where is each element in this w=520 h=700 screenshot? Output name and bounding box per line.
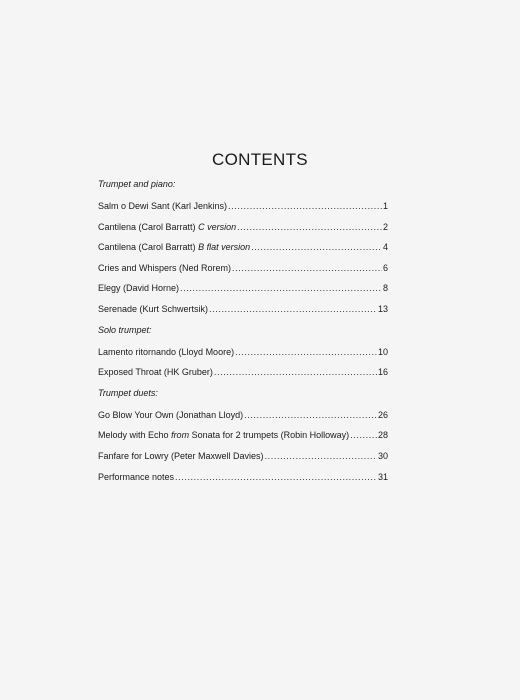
- toc-entry-version: C version: [198, 221, 237, 232]
- toc-entry-title: Exposed Throat (HK Gruber): [98, 367, 213, 378]
- toc-entry-page: 26: [377, 409, 388, 420]
- toc-entry: [98, 407, 388, 428]
- toc-entry: [98, 198, 388, 219]
- toc-entry-page: 30: [377, 450, 388, 461]
- toc-entry: [98, 448, 388, 469]
- toc-entry-page: 13: [377, 303, 388, 314]
- toc-entry: [98, 301, 388, 322]
- toc-entry: [98, 344, 388, 365]
- toc-entry-title-text-2: Sonata for 2 trumpets (Robin Holloway): [191, 430, 350, 441]
- toc-entry-from: from: [171, 430, 190, 441]
- toc-entry: [98, 280, 388, 301]
- dot-leader: [350, 427, 377, 443]
- dot-leader: [265, 448, 377, 464]
- dot-leader: [235, 344, 377, 360]
- toc-entry-title: [98, 239, 250, 255]
- dot-leader: [175, 469, 377, 485]
- dot-leader: [232, 260, 382, 276]
- dot-leader: [180, 280, 382, 296]
- toc-entry: [98, 239, 388, 260]
- dot-leader: [244, 407, 377, 423]
- page-title: CONTENTS: [212, 150, 308, 169]
- toc-entry-title: Performance notes: [98, 471, 175, 482]
- dot-leader: [251, 239, 382, 255]
- toc-entry-page: 6: [382, 262, 388, 273]
- toc-entry-page: 31: [377, 471, 388, 482]
- toc-entry-page: 1: [382, 201, 388, 211]
- toc-entry-version: B flat version: [198, 242, 251, 253]
- toc-entry-page: 10: [377, 346, 388, 357]
- toc-entry-page: 16: [377, 367, 388, 378]
- toc-entry-page: 28: [377, 430, 388, 441]
- toc-entry-title-text: Cantilena (Carol Barratt): [98, 242, 196, 253]
- toc-entry-title: Cries and Whispers (Ned Rorem): [98, 262, 232, 273]
- toc-entry: [98, 260, 388, 281]
- toc-entry-title-text: Cantilena (Carol Barratt): [98, 221, 196, 232]
- dot-leader: [209, 301, 377, 317]
- toc-entry: [98, 219, 388, 240]
- section-heading-solo-trumpet: Solo trumpet:: [98, 324, 152, 335]
- toc-entry-title: Serenade (Kurt Schwertsik): [98, 303, 209, 314]
- toc-entry-title-text: Melody with Echo: [98, 430, 169, 441]
- toc-entry-title: Salm o Dewi Sant (Karl Jenkins): [98, 201, 228, 211]
- dot-leader: [228, 198, 382, 214]
- toc-entry: [98, 364, 388, 385]
- toc-entry-title: Go Blow Your Own (Jonathan Lloyd): [98, 409, 244, 420]
- toc-entry: [98, 427, 388, 448]
- toc-entry-page: 4: [382, 242, 388, 253]
- toc-entry: [98, 469, 388, 490]
- toc-entry-title: [98, 219, 236, 235]
- section-heading-trumpet-duets: Trumpet duets:: [98, 387, 158, 398]
- toc-entry-page: 2: [382, 221, 388, 232]
- dot-leader: [214, 364, 377, 380]
- toc-entry-title: Lamento ritornando (Lloyd Moore): [98, 346, 235, 357]
- table-of-contents: [98, 176, 388, 489]
- toc-entry-title: Elegy (David Horne): [98, 283, 180, 294]
- toc-entry-title: Fanfare for Lowry (Peter Maxwell Davies): [98, 450, 264, 461]
- dot-leader: [237, 219, 382, 235]
- toc-entry-page: 8: [382, 283, 388, 294]
- section-heading-trumpet-and-piano: Trumpet and piano:: [98, 179, 176, 189]
- toc-entry-title: [98, 427, 349, 443]
